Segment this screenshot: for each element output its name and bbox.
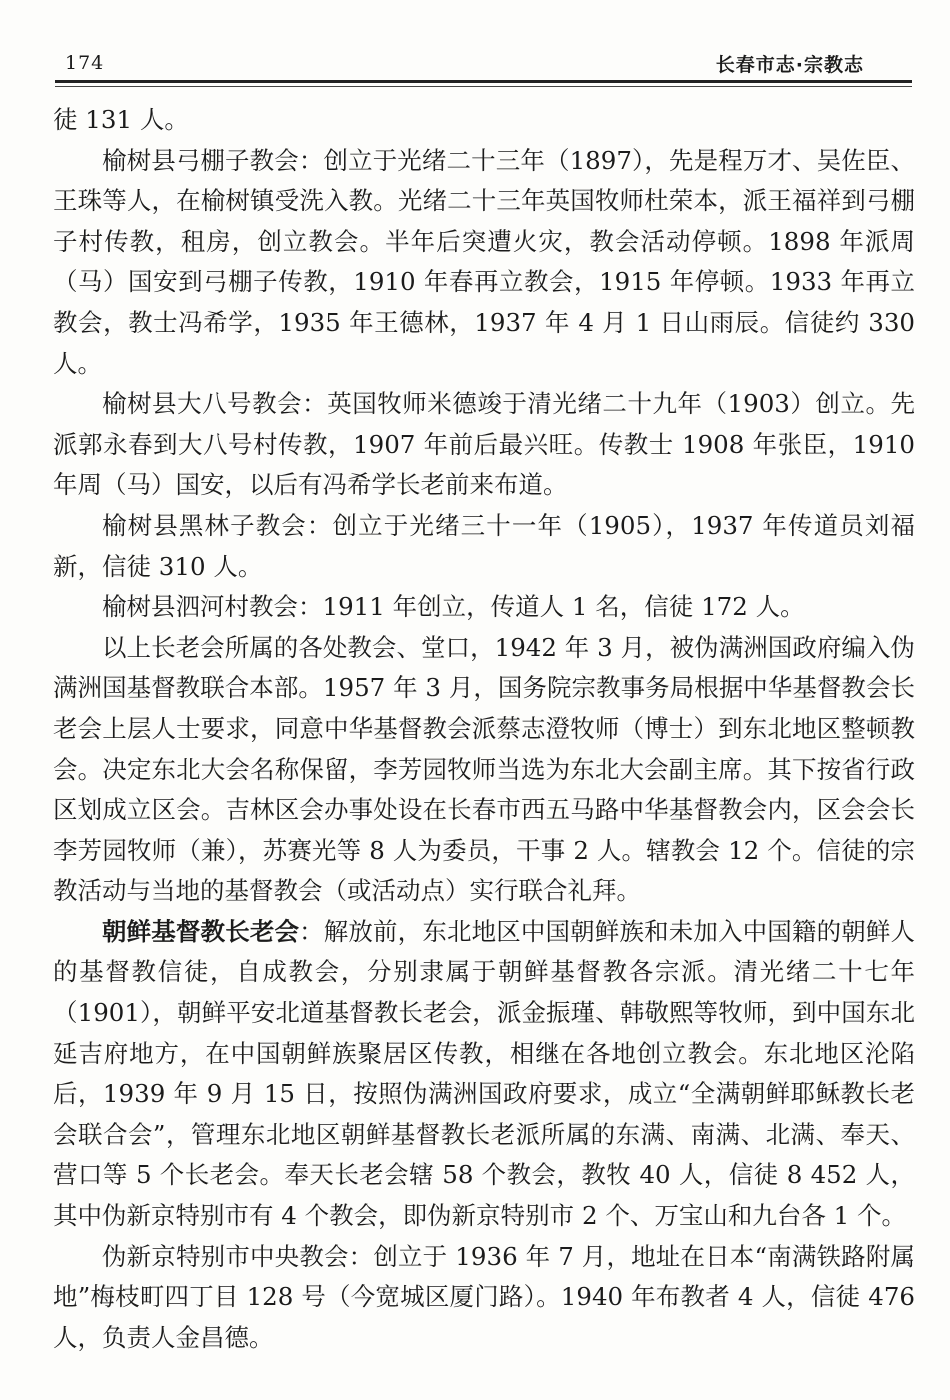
paragraph (53, 1237, 915, 1359)
running-title: 长春市志·宗教志 (715, 54, 864, 76)
header-rule (55, 80, 912, 83)
page-number: 174 (65, 52, 105, 74)
paragraph (53, 384, 915, 506)
paragraph-text: 伪新京特别市中央教会：创立于 1936 年 7 月，地址在日本“南满铁路附属地”梅枝町四丁目 128 号（今宽城区厦门路）。1940 年布教者 4 人，信徒 476 人，负责人金昌德。 (53, 1241, 915, 1352)
paragraph-text: 榆树县黑林子教会：创立于光绪三十一年（1905），1937 年传道员刘福新，信徒 310 人。 (53, 510, 915, 581)
paragraph-text: 榆树县弓棚子教会：创立于光绪二十三年（1897），先是程万才、吴佐臣、王珠等人，在榆树镇受洗入教。光绪二十三年英国牧师杜荣本，派王福祥到弓棚子村传教，租房，创立教会。半年后突遭火灾，教会活动停顿。1898 年派周（马）国安到弓棚子传教，1910 年春再立教会，1915 年停顿。1933 年再立教会，教士冯希学，1935 年王德林，1937 年 4 月 1 日山雨辰。信徒约 330 人。 (53, 145, 915, 378)
paragraph (53, 912, 915, 1237)
section-heading: 朝鲜基督教长老会 (102, 916, 300, 946)
paragraph (53, 100, 915, 141)
paragraph-text: 榆树县大八号教会：英国牧师米德竣于清光绪二十九年（1903）创立。先派郭永春到大八号村传教，1907 年前后最兴旺。传教士 1908 年张臣，1910 年周（马）国安，以后有冯希学长老前来布道。 (53, 389, 915, 500)
paragraph (53, 628, 915, 912)
paragraph (53, 587, 915, 628)
page-header (55, 48, 912, 80)
header-rule-thin (55, 86, 912, 87)
paragraph-text: 榆树县泗河村教会：1911 年创立，传道人 1 名，信徒 172 人。 (102, 592, 805, 622)
paragraph (53, 506, 915, 587)
paragraph (53, 141, 915, 385)
paragraph-text: 徒 131 人。 (53, 105, 189, 134)
paragraph-text: 以上长老会所属的各处教会、堂口，1942 年 3 月，被伪满洲国政府编入伪满洲国基督教联合本部。1957 年 3 月，国务院宗教事务局根据中华基督教会长老会上层人士要求，同意中华基督教会派蔡志澄牧师（博士）到东北地区整顿教会。决定东北大会名称保留，李芳园牧师当选为东北大会副主席。其下按省行政区划成立区会。吉林区会办事处设在长春市西五马路中华基督教会内，区会会长李芳园牧师（兼），苏赛光等 8 人为委员，干事 2 人。辖教会 12 个。信徒的宗教活动与当地的基督教会（或活动点）实行联合礼拜。 (53, 632, 915, 906)
paragraph-text: ：解放前，东北地区中国朝鲜族和未加入中国籍的朝鲜人的基督教信徒，自成教会，分别隶属于朝鲜基督教各宗派。清光绪二十七年（1901），朝鲜平安北道基督教长老会，派金振瑾、韩敬熙等牧师，到中国东北延吉府地方，在中国朝鲜族聚居区传教，相继在各地创立教会。东北地区沦陷后，1939 年 9 月 15 日，按照伪满洲国政府要求，成立“全满朝鲜耶稣教长老会联合会”，管理东北地区朝鲜基督教长老派所属的东满、南满、北满、奉天、营口等 5 个长老会。奉天长老会辖 58 个教会，教牧 40 人，信徒 8 452 人，其中伪新京特别市有 4 个教会，即伪新京特别市 2 个、万宝山和九台各 1 个。 (53, 916, 915, 1231)
body-text (53, 100, 915, 1358)
